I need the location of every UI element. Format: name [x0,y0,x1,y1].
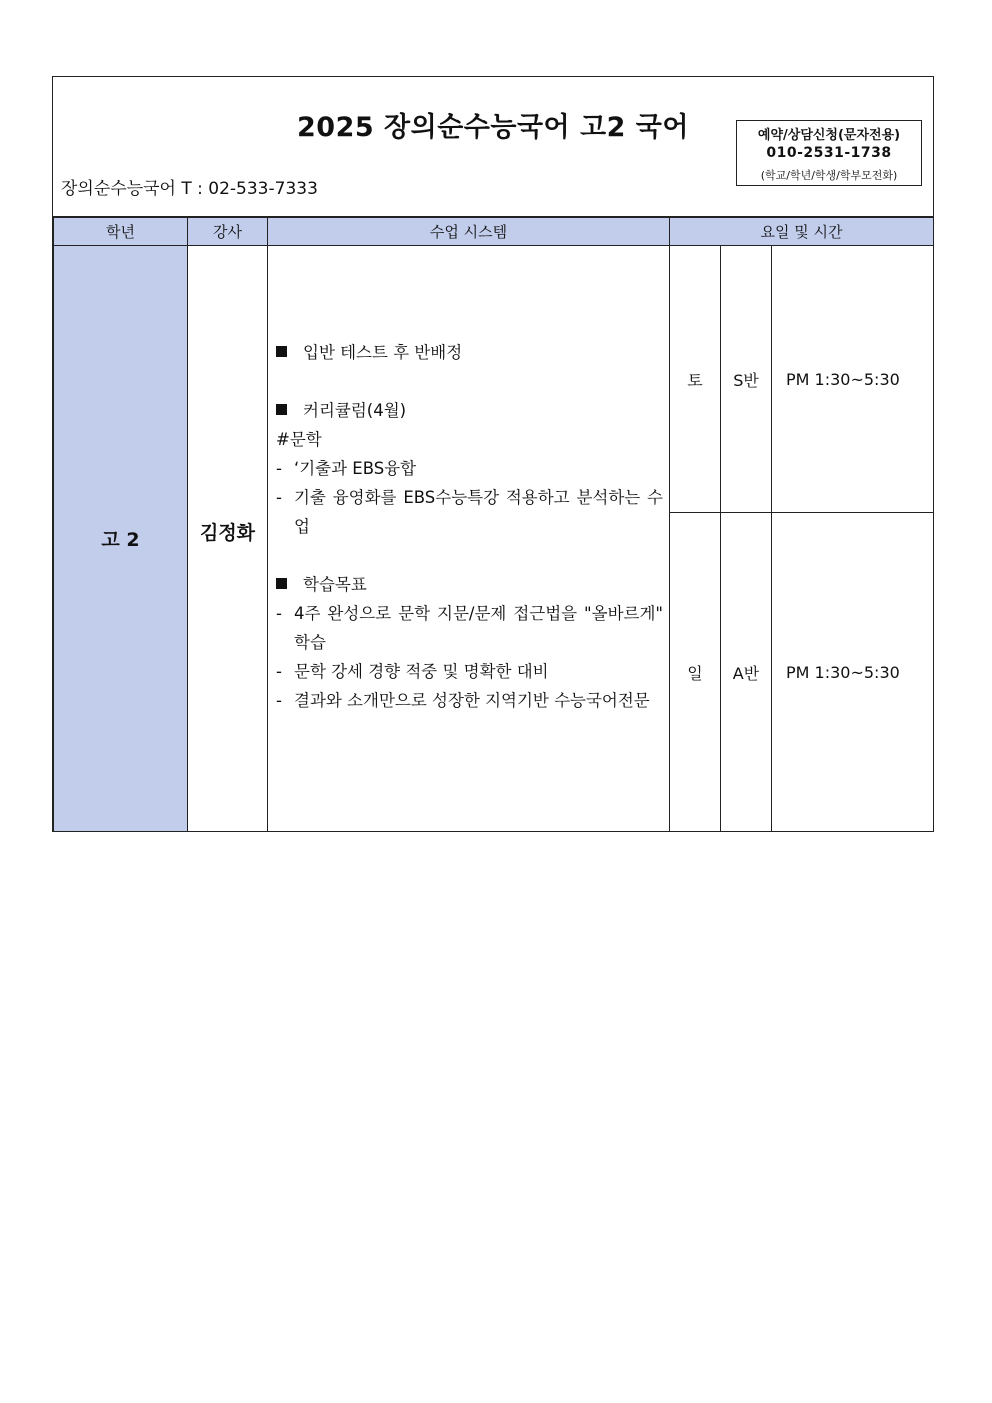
session-day: 일 [670,513,721,832]
contact-note: (학교/학년/학생/학부모전화) [760,169,898,182]
session-time: PM 1:30~5:30 [772,513,934,832]
document-header [53,77,933,217]
session-class: A반 [721,513,772,832]
goal-item: - 4주 완성으로 문학 지문/문제 접근법을 "올바르게" 학습 [276,604,663,652]
schedule-table [53,217,934,832]
contact-box [736,120,922,186]
contact-number: 010-2531-1738 [766,145,892,161]
curriculum-item: - 기출 융영화를 EBS수능특강 적용하고 분석하는 수업 [276,488,663,536]
goal-item: - 결과와 소개만으로 성장한 지역기반 수능국어전문 [276,691,650,710]
academy-phone: 장의순수능국어 T : 02-533-7333 [61,179,318,199]
header-grade: 학년 [54,218,188,246]
session-class: S반 [721,246,772,513]
class-system-cell [268,246,670,832]
session-day: 토 [670,246,721,513]
header-schedule: 요일 및 시간 [670,218,934,246]
session-time: PM 1:30~5:30 [772,246,934,513]
square-bullet-icon [276,404,287,415]
goal-item: - 문학 강세 경향 적중 및 명확한 대비 [276,662,549,681]
square-bullet-icon [276,346,287,357]
schedule-sheet [52,76,934,832]
curriculum-heading: 커리큘럼(4월) [276,396,663,425]
teacher-cell: 김정화 [188,246,268,832]
contact-title: 예약/상담신청(문자전용) [757,128,901,143]
placement-item: 입반 테스트 후 반배정 [276,338,663,367]
header-teacher: 강사 [188,218,268,246]
square-bullet-icon [276,578,287,589]
grade-cell: 고 2 [54,246,188,832]
page-title: 2025 장의순수능국어 고2 국어 [297,112,689,143]
goals-heading: 학습목표 [276,570,663,599]
table-header-row [54,218,934,246]
curriculum-item: - ‘기출과 EBS융합 [276,459,417,478]
subject-label: #문학 [276,430,322,449]
header-system: 수업 시스템 [268,218,670,246]
table-row [54,246,934,513]
